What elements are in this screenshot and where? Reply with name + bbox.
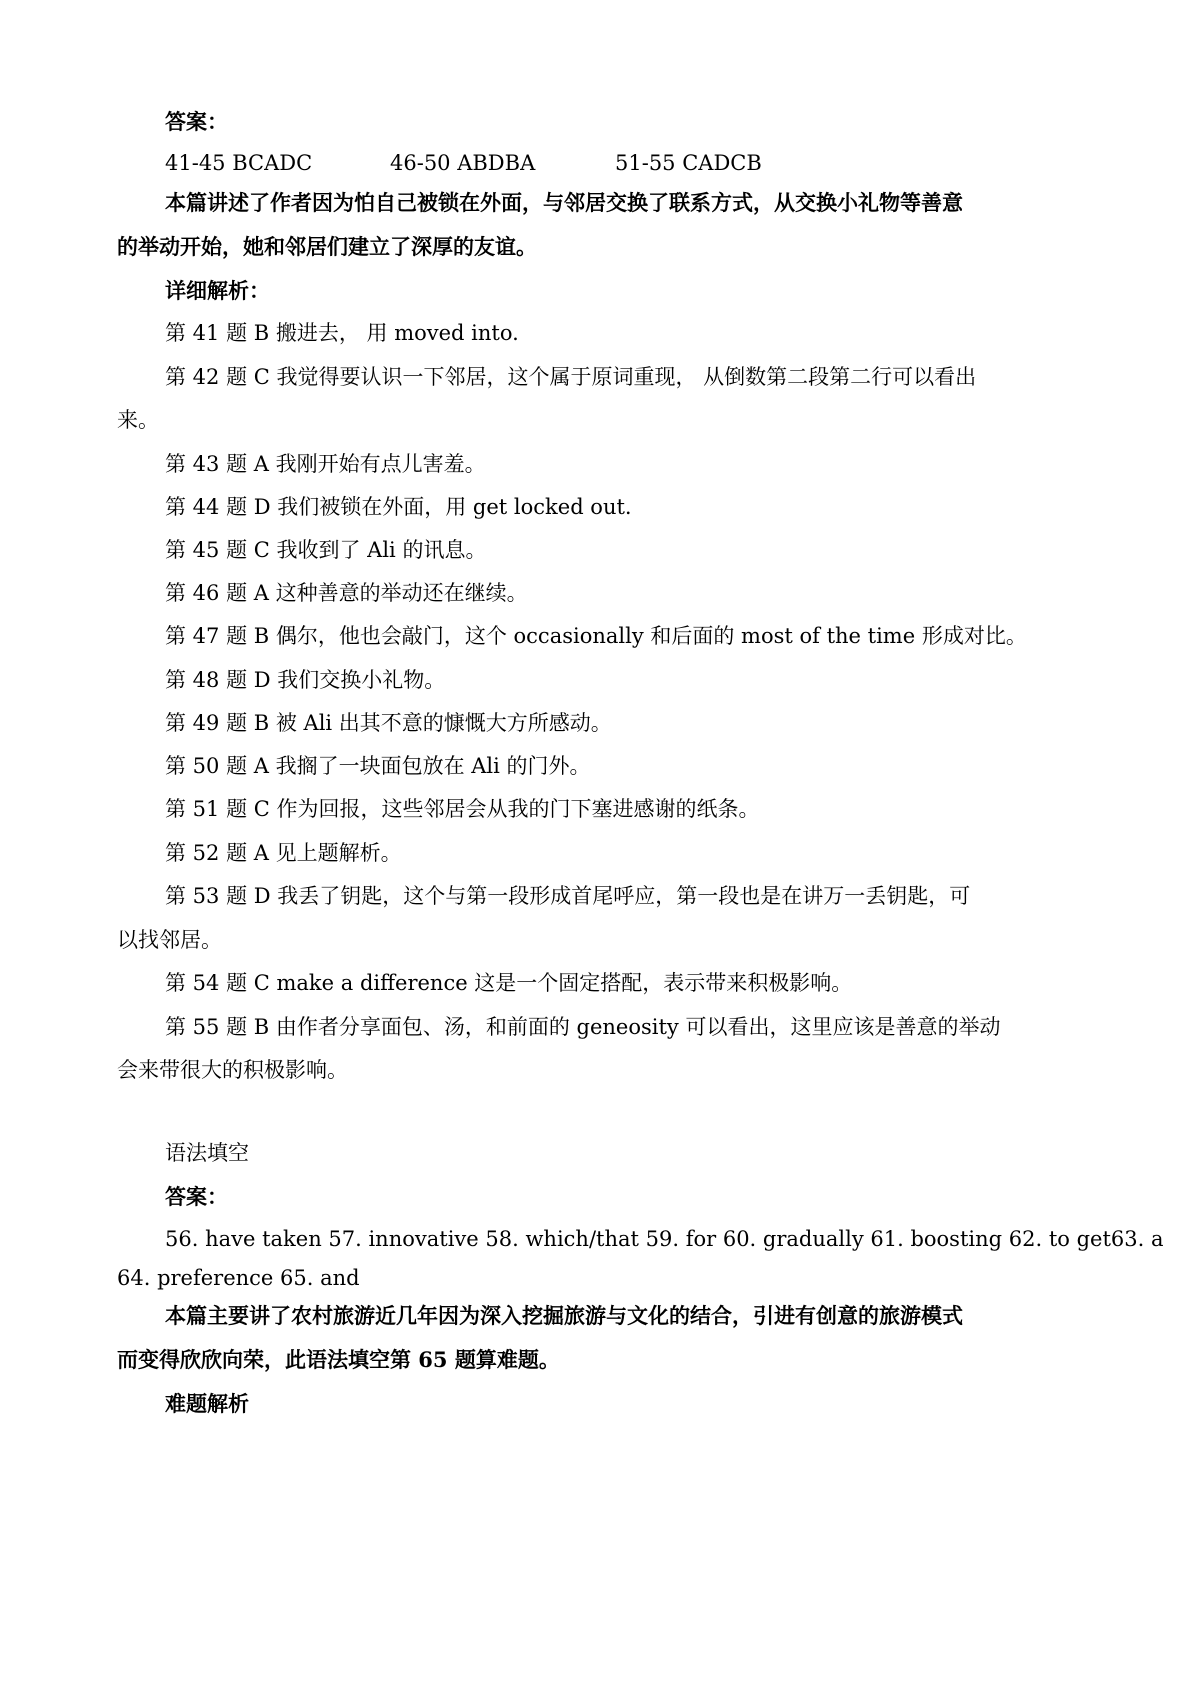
detail-heading: 详细解析： — [165, 278, 270, 303]
answer-group-51-55: 51-55 CADCB — [615, 151, 762, 175]
explanation-q53-line-1: 第 53 题 D 我丢了钥匙，这个与第一段形成首尾呼应，第一段也是在讲万一丢钥匙，可 — [165, 884, 971, 908]
explanation-q42-line-2: 来。 — [117, 408, 159, 432]
explanation-q53-line-2: 以找邻居。 — [117, 928, 222, 952]
grammar-summary-line-2: 而变得欣欣向荣，此语法填空第 65 题算难题。 — [117, 1347, 560, 1372]
explanation-q49: 第 49 题 B 被 Ali 出其不意的慷慨大方所感动。 — [165, 711, 612, 735]
grammar-answer-heading: 答案： — [165, 1184, 228, 1209]
answer-key-row — [165, 148, 762, 178]
explanation-q50: 第 50 题 A 我搁了一块面包放在 Ali 的门外。 — [165, 754, 591, 778]
summary-line-1: 本篇讲述了作者因为怕自己被锁在外面，与邻居交换了联系方式，从交换小礼物等善意 — [165, 190, 963, 215]
grammar-summary-line-1: 本篇主要讲了农村旅游近几年因为深入挖掘旅游与文化的结合，引进有创意的旅游模式 — [165, 1303, 963, 1328]
grammar-section-title: 语法填空 — [165, 1141, 249, 1165]
explanation-q47: 第 47 题 B 偶尔，他也会敲门，这个 occasionally 和后面的 most of the time 形成对比。 — [165, 624, 1027, 648]
hard-question-heading: 难题解析 — [165, 1391, 249, 1416]
answer-heading: 答案： — [165, 109, 228, 134]
explanation-q55-line-2: 会来带很大的积极影响。 — [117, 1058, 348, 1082]
explanation-q51: 第 51 题 C 作为回报，这些邻居会从我的门下塞进感谢的纸条。 — [165, 797, 760, 821]
answer-group-46-50: 46-50 ABDBA — [390, 151, 536, 175]
answer-group-41-45: 41-45 BCADC — [165, 151, 313, 175]
explanation-q45: 第 45 题 C 我收到了 Ali 的讯息。 — [165, 538, 487, 562]
explanation-q44: 第 44 题 D 我们被锁在外面，用 get locked out. — [165, 495, 632, 519]
summary-line-2: 的举动开始，她和邻居们建立了深厚的友谊。 — [117, 234, 537, 259]
explanation-q41: 第 41 题 B 搬进去， 用 moved into. — [165, 321, 519, 345]
grammar-answers-line-1: 56. have taken 57. innovative 58. which/that 59. for 60. gradually 61. boosting 62. to get63. a — [165, 1227, 1164, 1251]
explanation-q48: 第 48 题 D 我们交换小礼物。 — [165, 668, 446, 692]
explanation-q42-line-1: 第 42 题 C 我觉得要认识一下邻居，这个属于原词重现， 从倒数第二段第二行可以看出 — [165, 365, 977, 389]
explanation-q52: 第 52 题 A 见上题解析。 — [165, 841, 402, 865]
explanation-q54: 第 54 题 C make a difference 这是一个固定搭配，表示带来积极影响。 — [165, 971, 853, 995]
explanation-q43: 第 43 题 A 我刚开始有点儿害羞。 — [165, 452, 486, 476]
explanation-q46: 第 46 题 A 这种善意的举动还在继续。 — [165, 581, 528, 605]
explanation-q55-line-1: 第 55 题 B 由作者分享面包、汤，和前面的 geneosity 可以看出，这里应该是善意的举动 — [165, 1015, 1001, 1039]
grammar-answers-line-2: 64. preference 65. and — [117, 1266, 360, 1290]
